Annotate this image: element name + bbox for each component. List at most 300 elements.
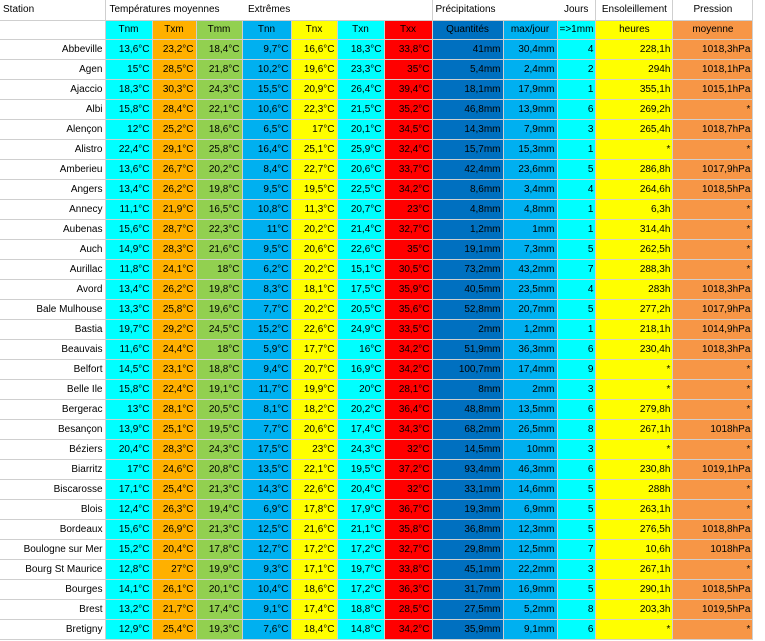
tnx-cell: 18,1°C xyxy=(291,280,337,300)
subheader-row xyxy=(0,21,753,40)
pression-cell: 1019,5hPa xyxy=(673,600,753,620)
tnx-cell: 23°C xyxy=(291,440,337,460)
max-jour-cell: 46,3mm xyxy=(503,460,557,480)
pression-cell: * xyxy=(673,620,753,640)
subheader-tnm: Tnm xyxy=(105,21,152,40)
station-name: Bergerac xyxy=(0,400,105,420)
pression-cell: * xyxy=(673,480,753,500)
tnx-cell: 19,9°C xyxy=(291,380,337,400)
jours-cell: 6 xyxy=(557,400,596,420)
txn-cell: 22,6°C xyxy=(337,240,384,260)
table-row xyxy=(0,100,753,120)
tnx-cell: 17,7°C xyxy=(291,340,337,360)
table-row xyxy=(0,320,753,340)
tnm-cell: 11,8°C xyxy=(105,260,152,280)
table-row xyxy=(0,220,753,240)
max-jour-cell: 17,4mm xyxy=(503,360,557,380)
heures-cell: 262,5h xyxy=(596,240,673,260)
tmm-cell: 21,8°C xyxy=(196,60,242,80)
pression-cell: 1018,5hPa xyxy=(673,180,753,200)
tnx-cell: 19,5°C xyxy=(291,180,337,200)
txn-cell: 17,4°C xyxy=(337,420,384,440)
tnn-cell: 9,5°C xyxy=(242,240,291,260)
station-name: Alençon xyxy=(0,120,105,140)
table-row xyxy=(0,340,753,360)
tnn-cell: 8,4°C xyxy=(242,160,291,180)
tnn-cell: 9,4°C xyxy=(242,360,291,380)
station-name: Bourg St Maurice xyxy=(0,560,105,580)
txm-cell: 25,1°C xyxy=(152,420,196,440)
tnn-cell: 11,7°C xyxy=(242,380,291,400)
tnn-cell: 17,5°C xyxy=(242,440,291,460)
pression-cell: 1017,9hPa xyxy=(673,300,753,320)
tnx-cell: 22,1°C xyxy=(291,460,337,480)
jours-cell: 9 xyxy=(557,360,596,380)
max-jour-cell: 10mm xyxy=(503,440,557,460)
pression-cell: 1018,3hPa xyxy=(673,40,753,60)
quantites-cell: 48,8mm xyxy=(432,400,503,420)
tnn-cell: 7,6°C xyxy=(242,620,291,640)
jours-cell: 5 xyxy=(557,240,596,260)
txn-cell: 17,5°C xyxy=(337,280,384,300)
tnm-cell: 13°C xyxy=(105,400,152,420)
tnm-cell: 13,4°C xyxy=(105,180,152,200)
tmm-cell: 24,5°C xyxy=(196,320,242,340)
tnx-cell: 22,3°C xyxy=(291,100,337,120)
station-name: Bastia xyxy=(0,320,105,340)
heures-cell: 267,1h xyxy=(596,420,673,440)
table-row xyxy=(0,460,753,480)
jours-cell: 5 xyxy=(557,300,596,320)
txn-cell: 16°C xyxy=(337,340,384,360)
max-jour-cell: 14,6mm xyxy=(503,480,557,500)
tnn-cell: 15,2°C xyxy=(242,320,291,340)
tmm-cell: 24,3°C xyxy=(196,440,242,460)
tnx-cell: 20,6°C xyxy=(291,240,337,260)
station-name: Belle Ile xyxy=(0,380,105,400)
txm-cell: 24,6°C xyxy=(152,460,196,480)
tnm-cell: 13,4°C xyxy=(105,280,152,300)
tnx-cell: 17,8°C xyxy=(291,500,337,520)
precip-header: Précipitations xyxy=(432,0,557,21)
tnn-cell: 10,4°C xyxy=(242,580,291,600)
txx-cell: 35,8°C xyxy=(384,520,432,540)
heures-cell: 288,3h xyxy=(596,260,673,280)
table-row xyxy=(0,480,753,500)
tnn-cell: 6,2°C xyxy=(242,260,291,280)
txm-cell: 28,4°C xyxy=(152,100,196,120)
jours-cell: 6 xyxy=(557,460,596,480)
tnm-cell: 22,4°C xyxy=(105,140,152,160)
extremes-header: Extrêmes xyxy=(242,0,432,21)
quantites-cell: 42,4mm xyxy=(432,160,503,180)
subheader-tnn: Tnn xyxy=(242,21,291,40)
jours-cell: 7 xyxy=(557,260,596,280)
quantites-cell: 35,9mm xyxy=(432,620,503,640)
max-jour-cell: 3,4mm xyxy=(503,180,557,200)
quantites-cell: 93,4mm xyxy=(432,460,503,480)
temp-moy-header: Températures moyennes xyxy=(105,0,242,21)
txm-cell: 21,7°C xyxy=(152,600,196,620)
txn-cell: 21,4°C xyxy=(337,220,384,240)
txn-cell: 18,8°C xyxy=(337,600,384,620)
jours-cell: 4 xyxy=(557,180,596,200)
pression-cell: 1018,3hPa xyxy=(673,340,753,360)
txn-cell: 20,7°C xyxy=(337,200,384,220)
station-name: Bourges xyxy=(0,580,105,600)
txm-cell: 29,2°C xyxy=(152,320,196,340)
tnm-cell: 13,2°C xyxy=(105,600,152,620)
heures-cell: 283h xyxy=(596,280,673,300)
txx-cell: 33,7°C xyxy=(384,160,432,180)
txn-cell: 14,8°C xyxy=(337,620,384,640)
quantites-cell: 15,7mm xyxy=(432,140,503,160)
tnx-cell: 17,2°C xyxy=(291,540,337,560)
tnx-cell: 20,9°C xyxy=(291,80,337,100)
quantites-cell: 19,1mm xyxy=(432,240,503,260)
txn-cell: 22,5°C xyxy=(337,180,384,200)
station-name: Abbeville xyxy=(0,40,105,60)
txn-cell: 24,9°C xyxy=(337,320,384,340)
txm-cell: 28,7°C xyxy=(152,220,196,240)
tnn-cell: 15,5°C xyxy=(242,80,291,100)
pression-header: Pression xyxy=(673,0,753,21)
tmm-cell: 19,8°C xyxy=(196,280,242,300)
max-jour-cell: 23,6mm xyxy=(503,160,557,180)
tmm-cell: 18,6°C xyxy=(196,120,242,140)
tnx-cell: 11,3°C xyxy=(291,200,337,220)
tmm-cell: 18°C xyxy=(196,260,242,280)
table-row xyxy=(0,240,753,260)
station-name: Amberieu xyxy=(0,160,105,180)
station-header: Station xyxy=(0,0,105,21)
tmm-cell: 17,8°C xyxy=(196,540,242,560)
jours-cell: 3 xyxy=(557,440,596,460)
heures-cell: * xyxy=(596,440,673,460)
txx-cell: 34,2°C xyxy=(384,180,432,200)
max-jour-cell: 7,3mm xyxy=(503,240,557,260)
tmm-cell: 19,6°C xyxy=(196,300,242,320)
txx-cell: 32,4°C xyxy=(384,140,432,160)
max-jour-cell: 7,9mm xyxy=(503,120,557,140)
tmm-cell: 19,3°C xyxy=(196,620,242,640)
tnn-cell: 10,2°C xyxy=(242,60,291,80)
txn-cell: 17,2°C xyxy=(337,540,384,560)
quantites-cell: 4,8mm xyxy=(432,200,503,220)
txx-cell: 35,2°C xyxy=(384,100,432,120)
table-row xyxy=(0,80,753,100)
tnm-cell: 11,1°C xyxy=(105,200,152,220)
tnn-cell: 9,7°C xyxy=(242,40,291,60)
subheader-txx: Txx xyxy=(384,21,432,40)
quantites-cell: 14,5mm xyxy=(432,440,503,460)
station-name: Biscarosse xyxy=(0,480,105,500)
tnn-cell: 9,5°C xyxy=(242,180,291,200)
txx-cell: 34,3°C xyxy=(384,420,432,440)
max-jour-cell: 4,8mm xyxy=(503,200,557,220)
tnn-cell: 6,5°C xyxy=(242,120,291,140)
txn-cell: 17,9°C xyxy=(337,500,384,520)
table-row xyxy=(0,60,753,80)
table-row xyxy=(0,560,753,580)
tmm-cell: 19,4°C xyxy=(196,500,242,520)
heures-cell: 6,3h xyxy=(596,200,673,220)
pression-cell: * xyxy=(673,200,753,220)
txn-cell: 18,3°C xyxy=(337,40,384,60)
table-row xyxy=(0,280,753,300)
quantites-cell: 14,3mm xyxy=(432,120,503,140)
subheader-moyenne: moyenne xyxy=(673,21,753,40)
tnx-cell: 20,2°C xyxy=(291,260,337,280)
station-name: Angers xyxy=(0,180,105,200)
tnn-cell: 13,5°C xyxy=(242,460,291,480)
txn-cell: 20,6°C xyxy=(337,160,384,180)
txn-cell: 24,3°C xyxy=(337,440,384,460)
txx-cell: 34,5°C xyxy=(384,120,432,140)
tmm-cell: 19,5°C xyxy=(196,420,242,440)
txx-cell: 35,6°C xyxy=(384,300,432,320)
station-name: Beauvais xyxy=(0,340,105,360)
quantites-cell: 52,8mm xyxy=(432,300,503,320)
quantites-cell: 45,1mm xyxy=(432,560,503,580)
table-row xyxy=(0,120,753,140)
station-name: Brest xyxy=(0,600,105,620)
txm-cell: 21,9°C xyxy=(152,200,196,220)
quantites-cell: 19,3mm xyxy=(432,500,503,520)
station-name: Albi xyxy=(0,100,105,120)
txx-cell: 35,9°C xyxy=(384,280,432,300)
heures-cell: 277,2h xyxy=(596,300,673,320)
tnn-cell: 7,7°C xyxy=(242,420,291,440)
quantites-cell: 36,8mm xyxy=(432,520,503,540)
txm-cell: 25,8°C xyxy=(152,300,196,320)
jours-cell: 5 xyxy=(557,580,596,600)
table-row xyxy=(0,180,753,200)
subheader-jours-1mm: =>1mm xyxy=(557,21,596,40)
txx-cell: 36,7°C xyxy=(384,500,432,520)
heures-cell: 264,6h xyxy=(596,180,673,200)
tmm-cell: 21,3°C xyxy=(196,480,242,500)
txx-cell: 32,7°C xyxy=(384,220,432,240)
tmm-cell: 20,2°C xyxy=(196,160,242,180)
heures-cell: 279,8h xyxy=(596,400,673,420)
tnx-cell: 18,2°C xyxy=(291,400,337,420)
heures-cell: 230,8h xyxy=(596,460,673,480)
station-name: Bale Mulhouse xyxy=(0,300,105,320)
tnn-cell: 10,6°C xyxy=(242,100,291,120)
tnx-cell: 16,6°C xyxy=(291,40,337,60)
txm-cell: 23,2°C xyxy=(152,40,196,60)
subheader-txm: Txm xyxy=(152,21,196,40)
quantites-cell: 8,6mm xyxy=(432,180,503,200)
station-name: Blois xyxy=(0,500,105,520)
txm-cell: 25,4°C xyxy=(152,620,196,640)
table-row xyxy=(0,200,753,220)
max-jour-cell: 1mm xyxy=(503,220,557,240)
tmm-cell: 18°C xyxy=(196,340,242,360)
max-jour-cell: 15,3mm xyxy=(503,140,557,160)
txm-cell: 26,2°C xyxy=(152,180,196,200)
tnn-cell: 12,7°C xyxy=(242,540,291,560)
txn-cell: 19,7°C xyxy=(337,560,384,580)
tnm-cell: 13,9°C xyxy=(105,420,152,440)
txn-cell: 17,2°C xyxy=(337,580,384,600)
table-row xyxy=(0,580,753,600)
station-name: Besançon xyxy=(0,420,105,440)
subheader-blank xyxy=(0,21,105,40)
tnm-cell: 15°C xyxy=(105,60,152,80)
max-jour-cell: 36,3mm xyxy=(503,340,557,360)
heures-cell: 294h xyxy=(596,60,673,80)
txm-cell: 28,5°C xyxy=(152,60,196,80)
txn-cell: 20,1°C xyxy=(337,120,384,140)
max-jour-cell: 13,5mm xyxy=(503,400,557,420)
station-name: Aurillac xyxy=(0,260,105,280)
tnx-cell: 19,6°C xyxy=(291,60,337,80)
subheader-quantites: Quantités xyxy=(432,21,503,40)
table-row xyxy=(0,620,753,640)
tnx-cell: 22,7°C xyxy=(291,160,337,180)
tmm-cell: 25,8°C xyxy=(196,140,242,160)
tmm-cell: 18,4°C xyxy=(196,40,242,60)
quantites-cell: 2mm xyxy=(432,320,503,340)
tnm-cell: 12°C xyxy=(105,120,152,140)
jours-cell: 7 xyxy=(557,540,596,560)
txn-cell: 25,9°C xyxy=(337,140,384,160)
max-jour-cell: 16,9mm xyxy=(503,580,557,600)
table-row xyxy=(0,380,753,400)
max-jour-cell: 13,9mm xyxy=(503,100,557,120)
jours-cell: 6 xyxy=(557,340,596,360)
heures-cell: 269,2h xyxy=(596,100,673,120)
station-name: Bordeaux xyxy=(0,520,105,540)
pression-cell: 1014,9hPa xyxy=(673,320,753,340)
txm-cell: 26,7°C xyxy=(152,160,196,180)
jours-cell: 1 xyxy=(557,200,596,220)
tnx-cell: 22,6°C xyxy=(291,320,337,340)
txm-cell: 24,4°C xyxy=(152,340,196,360)
tnx-cell: 20,2°C xyxy=(291,220,337,240)
pression-cell: 1018,5hPa xyxy=(673,580,753,600)
tmm-cell: 22,1°C xyxy=(196,100,242,120)
txx-cell: 39,4°C xyxy=(384,80,432,100)
txx-cell: 34,2°C xyxy=(384,620,432,640)
pression-cell: 1018hPa xyxy=(673,540,753,560)
jours-cell: 1 xyxy=(557,140,596,160)
pression-cell: 1017,9hPa xyxy=(673,160,753,180)
tnx-cell: 17,4°C xyxy=(291,600,337,620)
tnx-cell: 22,6°C xyxy=(291,480,337,500)
pression-cell: 1018,8hPa xyxy=(673,520,753,540)
jours-cell: 1 xyxy=(557,220,596,240)
txm-cell: 22,4°C xyxy=(152,380,196,400)
pression-cell: * xyxy=(673,140,753,160)
txx-cell: 35°C xyxy=(384,60,432,80)
txm-cell: 30,3°C xyxy=(152,80,196,100)
txm-cell: 28,1°C xyxy=(152,400,196,420)
jours-cell: 1 xyxy=(557,80,596,100)
tnm-cell: 14,9°C xyxy=(105,240,152,260)
tnm-cell: 13,3°C xyxy=(105,300,152,320)
tnm-cell: 18,3°C xyxy=(105,80,152,100)
tnm-cell: 20,4°C xyxy=(105,440,152,460)
quantites-cell: 27,5mm xyxy=(432,600,503,620)
txn-cell: 21,1°C xyxy=(337,520,384,540)
quantites-cell: 41mm xyxy=(432,40,503,60)
tnn-cell: 6,9°C xyxy=(242,500,291,520)
txx-cell: 28,5°C xyxy=(384,600,432,620)
tmm-cell: 24,3°C xyxy=(196,80,242,100)
quantites-cell: 5,4mm xyxy=(432,60,503,80)
tnx-cell: 21,6°C xyxy=(291,520,337,540)
tnm-cell: 19,7°C xyxy=(105,320,152,340)
heures-cell: 276,5h xyxy=(596,520,673,540)
max-jour-cell: 26,5mm xyxy=(503,420,557,440)
group-header-row xyxy=(0,0,753,21)
txm-cell: 25,4°C xyxy=(152,480,196,500)
txm-cell: 28,3°C xyxy=(152,240,196,260)
heures-cell: * xyxy=(596,620,673,640)
tmm-cell: 19,8°C xyxy=(196,180,242,200)
heures-cell: 230,4h xyxy=(596,340,673,360)
table-row xyxy=(0,140,753,160)
table-row xyxy=(0,260,753,280)
pression-cell: * xyxy=(673,220,753,240)
quantites-cell: 100,7mm xyxy=(432,360,503,380)
heures-cell: 10,6h xyxy=(596,540,673,560)
txn-cell: 19,5°C xyxy=(337,460,384,480)
tnm-cell: 15,2°C xyxy=(105,540,152,560)
station-name: Biarritz xyxy=(0,460,105,480)
max-jour-cell: 43,2mm xyxy=(503,260,557,280)
table-row xyxy=(0,540,753,560)
tnn-cell: 7,7°C xyxy=(242,300,291,320)
heures-cell: 263,1h xyxy=(596,500,673,520)
heures-cell: * xyxy=(596,140,673,160)
jours-cell: 5 xyxy=(557,500,596,520)
pression-cell: * xyxy=(673,260,753,280)
txn-cell: 20,5°C xyxy=(337,300,384,320)
tnm-cell: 15,8°C xyxy=(105,380,152,400)
txx-cell: 34,2°C xyxy=(384,340,432,360)
txx-cell: 33,8°C xyxy=(384,40,432,60)
heures-cell: * xyxy=(596,380,673,400)
tnn-cell: 14,3°C xyxy=(242,480,291,500)
quantites-cell: 73,2mm xyxy=(432,260,503,280)
station-name: Ajaccio xyxy=(0,80,105,100)
table-row xyxy=(0,520,753,540)
tmm-cell: 21,6°C xyxy=(196,240,242,260)
max-jour-cell: 1,2mm xyxy=(503,320,557,340)
pression-cell: 1019,1hPa xyxy=(673,460,753,480)
tnm-cell: 13,6°C xyxy=(105,40,152,60)
tmm-cell: 18,8°C xyxy=(196,360,242,380)
pression-cell: * xyxy=(673,360,753,380)
txx-cell: 32°C xyxy=(384,440,432,460)
subheader-max-jour: max/jour xyxy=(503,21,557,40)
quantites-cell: 51,9mm xyxy=(432,340,503,360)
tnm-cell: 11,6°C xyxy=(105,340,152,360)
txm-cell: 29,1°C xyxy=(152,140,196,160)
txm-cell: 26,1°C xyxy=(152,580,196,600)
tnx-cell: 17,1°C xyxy=(291,560,337,580)
jours-cell: 3 xyxy=(557,560,596,580)
station-name: Aubenas xyxy=(0,220,105,240)
tnn-cell: 8,1°C xyxy=(242,400,291,420)
tnn-cell: 16,4°C xyxy=(242,140,291,160)
table-row xyxy=(0,300,753,320)
heures-cell: 355,1h xyxy=(596,80,673,100)
